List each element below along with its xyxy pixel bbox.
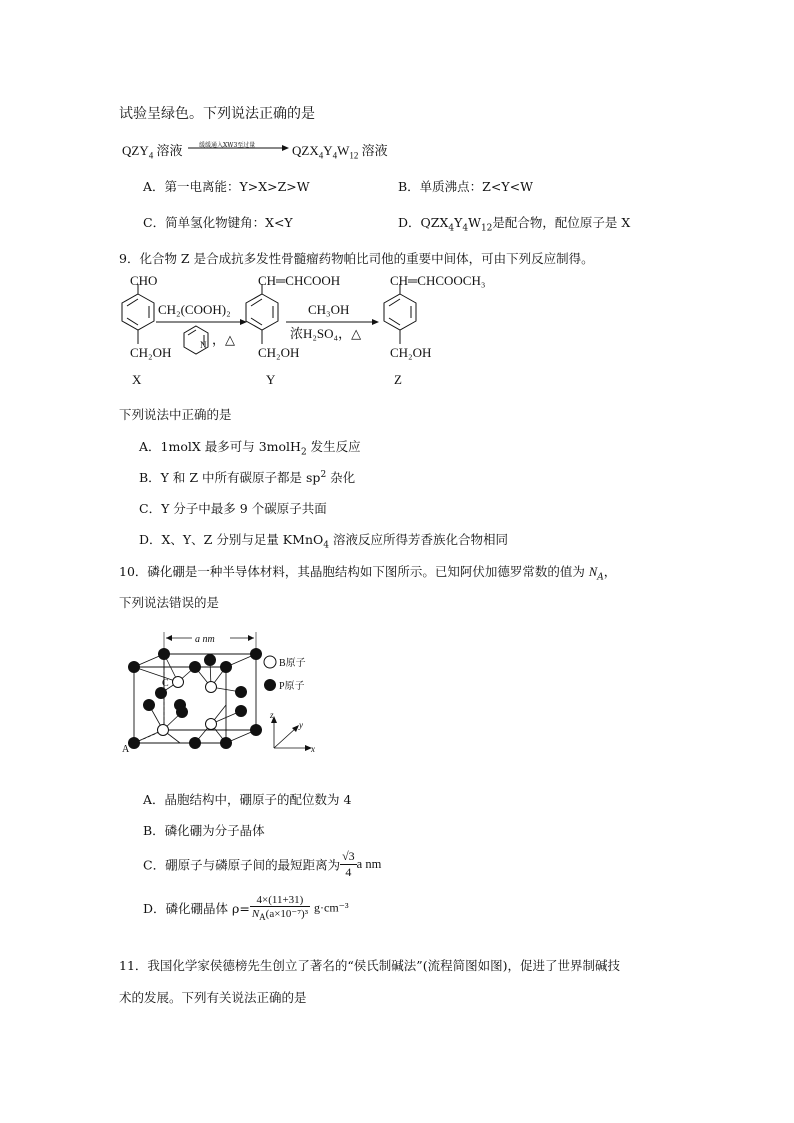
q8-intro: 试验呈绿色。下列说法正确的是: [119, 106, 315, 122]
reagent-1-condition: ，△: [212, 332, 235, 347]
p-atoms: [128, 648, 262, 749]
reagent-2-condition: 浓H₂SO₄，△: [290, 326, 362, 341]
q8-option-d: D．$QZX_4Y_4W_{12}$是配合物，配位原子是 X: [398, 215, 631, 234]
q9-stem: 9．化合物 Z 是合成抗多发性骨髓瘤药物帕比司他的重要中间体，可由下列反应制得。: [119, 251, 594, 266]
reagent-1: CH₂(COOH)₂: [158, 302, 231, 317]
q10-option-b: B．磷化硼为分子晶体: [143, 823, 265, 838]
q10-stem-line2: 下列说法错误的是: [119, 595, 220, 610]
compound-x-top: CHO: [130, 273, 158, 288]
compound-z-benzene-ring: [384, 284, 416, 344]
compound-z-bottom: CH₂OH: [390, 345, 432, 360]
label-c: C: [162, 678, 169, 689]
axis-y: y: [299, 720, 303, 730]
compound-y-label: Y: [266, 372, 276, 387]
legend-p-marker: [264, 679, 276, 691]
compound-x-label: X: [132, 372, 142, 387]
q8-reaction-reactant: $QZY_4$ 溶液: [122, 143, 183, 161]
q9-option-b: B．Y 和 Z 中所有碳原子都是 $sp^2$ 杂化: [139, 469, 356, 485]
q9-reaction-scheme: [118, 272, 538, 392]
q9-option-a: A．1molX 最多可与 3molH$_2$ 发生反应: [139, 439, 361, 458]
pyridine-nitrogen: N: [200, 340, 207, 350]
q9-option-c: C．Y 分子中最多 9 个碳原子共面: [139, 501, 327, 516]
compound-y-benzene-ring: [246, 284, 278, 344]
q10-option-d: D．磷化硼晶体 ρ= $\frac{4\times(11+31)}{N_A(a\times 10^{-7})^3}$ g·cm⁻³: [143, 894, 349, 923]
q8-option-a: A．第一电离能：Y>X>Z>W: [143, 179, 310, 194]
compound-x-bottom: CH₂OH: [130, 345, 172, 360]
q8-reaction-condition: 缓缓通入XW3至过量: [199, 142, 256, 149]
axis-z: z: [270, 710, 274, 720]
q10-option-a: A．晶胞结构中，硼原子的配位数为 4: [143, 792, 352, 807]
compound-z-top: CH═CHCOOCH₃: [390, 273, 486, 288]
compound-y-bottom: CH₂OH: [258, 345, 300, 360]
density-fraction: $\frac{4\times(11+31)}{N_A(a\times 10^{-7})^3}$: [251, 894, 309, 923]
q9-option-d: D．X、Y、Z 分别与足量 KMnO$_4$ 溶液反应所得芳香族化合物相同: [139, 532, 508, 551]
q10-unit-cell-figure: [118, 624, 328, 776]
q9-question: 下列说法中正确的是: [119, 407, 232, 422]
legend-b-label: B原子: [279, 658, 306, 669]
label-a: A: [122, 744, 130, 755]
q11-stem-line1: 11．我国化学家侯德榜先生创立了著名的“侯氏制碱法”(流程简图如图)，促进了世界制碱技: [119, 958, 620, 973]
axis-x: x: [311, 744, 315, 754]
q10-option-c: C．硼原子与磷原子间的最短距离为 $\frac{√3}{4}$ a nm: [143, 849, 382, 879]
q11-stem-line2: 术的发展。下列有关说法正确的是: [119, 990, 307, 1005]
q8-reaction-product: $QZX_4Y_4W_{12}$ 溶液: [292, 143, 388, 161]
edge-length-label: a nm: [195, 634, 215, 645]
compound-z-label: Z: [394, 372, 402, 387]
reagent-2: CH₃OH: [308, 302, 350, 317]
legend-p-label: P原子: [279, 681, 305, 692]
legend-b-marker: [264, 656, 276, 668]
q8-option-c: C．简单氢化物键角：X<Y: [143, 215, 293, 230]
q10-stem-line1: 10．磷化硼是一种半导体材料，其晶胞结构如下图所示。已知阿伏加德罗常数的值为 $N_A$，: [119, 564, 617, 583]
compound-y-top: CH═CHCOOH: [258, 273, 341, 288]
q8-option-b: B．单质沸点：Z<Y<W: [398, 179, 533, 194]
distance-fraction: $\frac{√3}{4}$: [342, 849, 355, 879]
compound-x-benzene-ring: [122, 284, 154, 344]
